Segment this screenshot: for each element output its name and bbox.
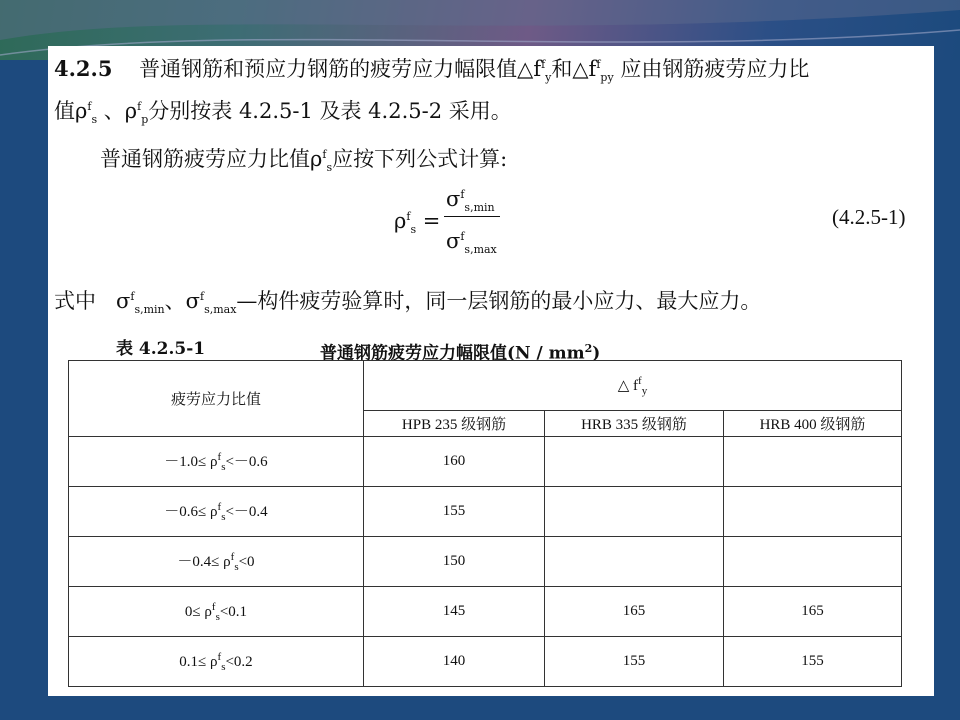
header-hrb335: HRB 335 级钢筋 (545, 411, 724, 437)
formula-denominator: $\sigma^f_{s,max}$ (446, 229, 497, 257)
cell-hrb335 (545, 537, 724, 587)
cell-hpb235: 155 (364, 487, 545, 537)
cell-hpb235: 140 (364, 637, 545, 687)
clause-number: 4.2.5 (54, 56, 113, 81)
slide-content (48, 46, 934, 696)
formula-lhs: $\rho^f_s$ = (394, 209, 441, 237)
row-range: $0.1\le \rho^f_s<0.2$ (69, 637, 364, 687)
cell-hrb335: 165 (545, 587, 724, 637)
cell-hrb400 (724, 537, 902, 587)
table-row (69, 637, 902, 687)
cell-hrb400: 155 (724, 637, 902, 687)
header-hrb400: HRB 400 级钢筋 (724, 411, 902, 437)
header-group-delta-f: △ $f^f_y$ (364, 361, 902, 411)
formula-numerator: $\sigma^f_{s,min}$ (446, 187, 495, 215)
table-row (69, 587, 902, 637)
row-range: $0\le \rho^f_s<0.1$ (69, 587, 364, 637)
where-line: 式中 $\sigma^f_{s,min}$、$\sigma^f_{s,max}—$构件疲劳验算时，同一层钢筋的最小应力、最大应力。 (54, 289, 762, 317)
formula-label: (4.2.5-1) (832, 205, 906, 229)
cell-hrb335: 155 (545, 637, 724, 687)
cell-hrb400: 165 (724, 587, 902, 637)
row-range: $-0.4\le \rho^f_s<0$ (69, 537, 364, 587)
clause-line-1: 4.2.5 普通钢筋和预应力钢筋的疲劳应力幅限值$\triangle f^f_y$和$\triangle f^f_{py}$ 应由钢筋疲劳应力比 (54, 56, 810, 85)
table-row (69, 537, 902, 587)
header-hpb235: HPB 235 级钢筋 (364, 411, 545, 437)
row-range: $-1.0\le \rho^f_s<-0.6$ (69, 437, 364, 487)
cell-hpb235: 150 (364, 537, 545, 587)
cell-hrb400 (724, 437, 902, 487)
cell-hpb235: 160 (364, 437, 545, 487)
header-stress-ratio: 疲劳应力比值 (69, 361, 364, 437)
table-row (69, 437, 902, 487)
cell-hpb235: 145 (364, 587, 545, 637)
fraction-bar (444, 216, 500, 217)
clause-line-3: 普通钢筋疲劳应力比值$\rho^f_s$应按下列公式计算: (100, 147, 508, 175)
fatigue-limit-table (68, 360, 902, 687)
clause-line-2: 值$\rho^f_s$ 、$\rho^f_p$分别按表 4.2.5-1 及表 4.2.5-2 采用。 (54, 99, 512, 127)
cell-hrb400 (724, 487, 902, 537)
cell-hrb335 (545, 487, 724, 537)
table-caption-number: 表 4.2.5-1 (116, 339, 206, 359)
table-row (69, 487, 902, 537)
cell-hrb335 (545, 437, 724, 487)
row-range: $-0.6\le \rho^f_s<-0.4$ (69, 487, 364, 537)
table-caption-title: 普通钢筋疲劳应力幅限值$(N / mm^2)$ (320, 342, 601, 364)
